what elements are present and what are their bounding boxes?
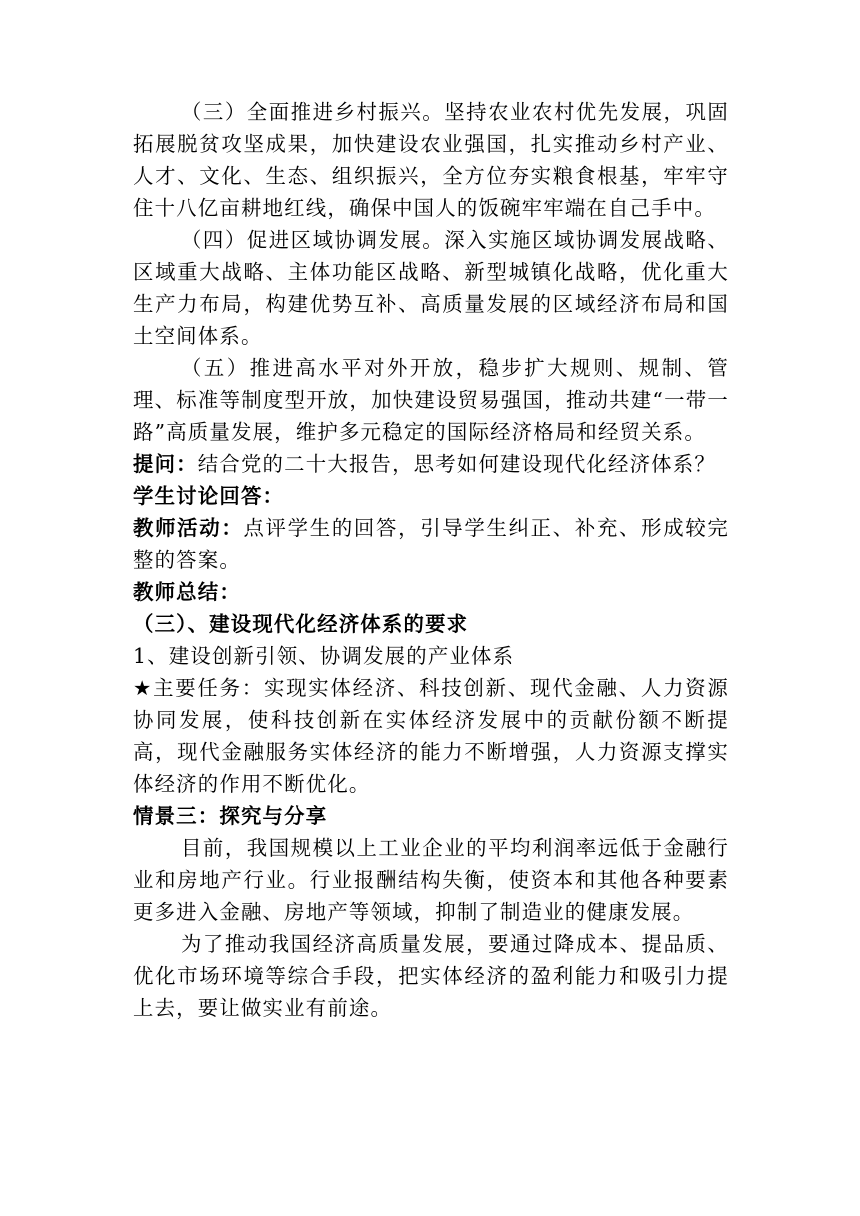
paragraph-opening-up: （五）推进高水平对外开放，稳步扩大规则、规制、管理、标准等制度型开放，加快建设贸易强国，推动共建“一带一路”高质量发展，维护多元稳定的国际经济格局和经贸关系。 bbox=[133, 356, 729, 444]
question-label: 提问： bbox=[133, 452, 198, 476]
scenario-heading: 情景三：探究与分享 bbox=[133, 804, 328, 828]
teacher-activity-paragraph bbox=[133, 512, 729, 576]
paragraph-regional-development: （四）促进区域协调发展。深入实施区域协调发展战略、区域重大战略、主体功能区战略、新型城镇化战略，优化重大生产力布局，构建优势互补、高质量发展的区域经济布局和国土空间体系。 bbox=[133, 228, 729, 348]
student-answer-label: 学生讨论回答： bbox=[133, 484, 285, 508]
document-page bbox=[133, 96, 729, 1024]
question-paragraph bbox=[133, 448, 729, 480]
main-task-text: 主要任务：实现实体经济、科技创新、现代金融、人力资源协同发展，使科技创新在实体经济发展中的贡献份额不断提高，现代金融服务实体经济的能力不断增强，人力资源支撑实体经济的作用不断优化。 bbox=[133, 676, 730, 796]
star-icon: ★ bbox=[133, 676, 154, 700]
main-task-paragraph bbox=[133, 672, 729, 800]
paragraph-rural-revitalization: （三）全面推进乡村振兴。坚持农业农村优先发展，巩固拓展脱贫攻坚成果，加快建设农业强国，扎实推动乡村产业、人才、文化、生态、组织振兴，全方位夯实粮食根基，牢牢守住十八亿亩耕地红线，确保中国人的饭碗牢牢端在自己手中。 bbox=[133, 100, 729, 220]
item-1-heading: 1、建设创新引领、协调发展的产业体系 bbox=[133, 644, 515, 668]
scenario-paragraph-2: 为了推动我国经济高质量发展，要通过降成本、提品质、优化市场环境等综合手段，把实体经济的盈利能力和吸引力提上去，要让做实业有前途。 bbox=[133, 932, 729, 1020]
teacher-activity-label: 教师活动： bbox=[133, 516, 244, 540]
teacher-summary-label: 教师总结： bbox=[133, 580, 241, 604]
section-heading: （三）、建设现代化经济体系的要求 bbox=[133, 612, 469, 636]
question-text: 结合党的二十大报告，思考如何建设现代化经济体系？ bbox=[197, 452, 716, 476]
teacher-activity-text: 点评学生的回答，引导学生纠正、补充、形成较完整的答案。 bbox=[133, 516, 729, 572]
scenario-paragraph-1: 目前，我国规模以上工业企业的平均利润率远低于金融行业和房地产行业。行业报酬结构失衡，使资本和其他各种要素更多进入金融、房地产等领域，抑制了制造业的健康发展。 bbox=[133, 836, 729, 924]
